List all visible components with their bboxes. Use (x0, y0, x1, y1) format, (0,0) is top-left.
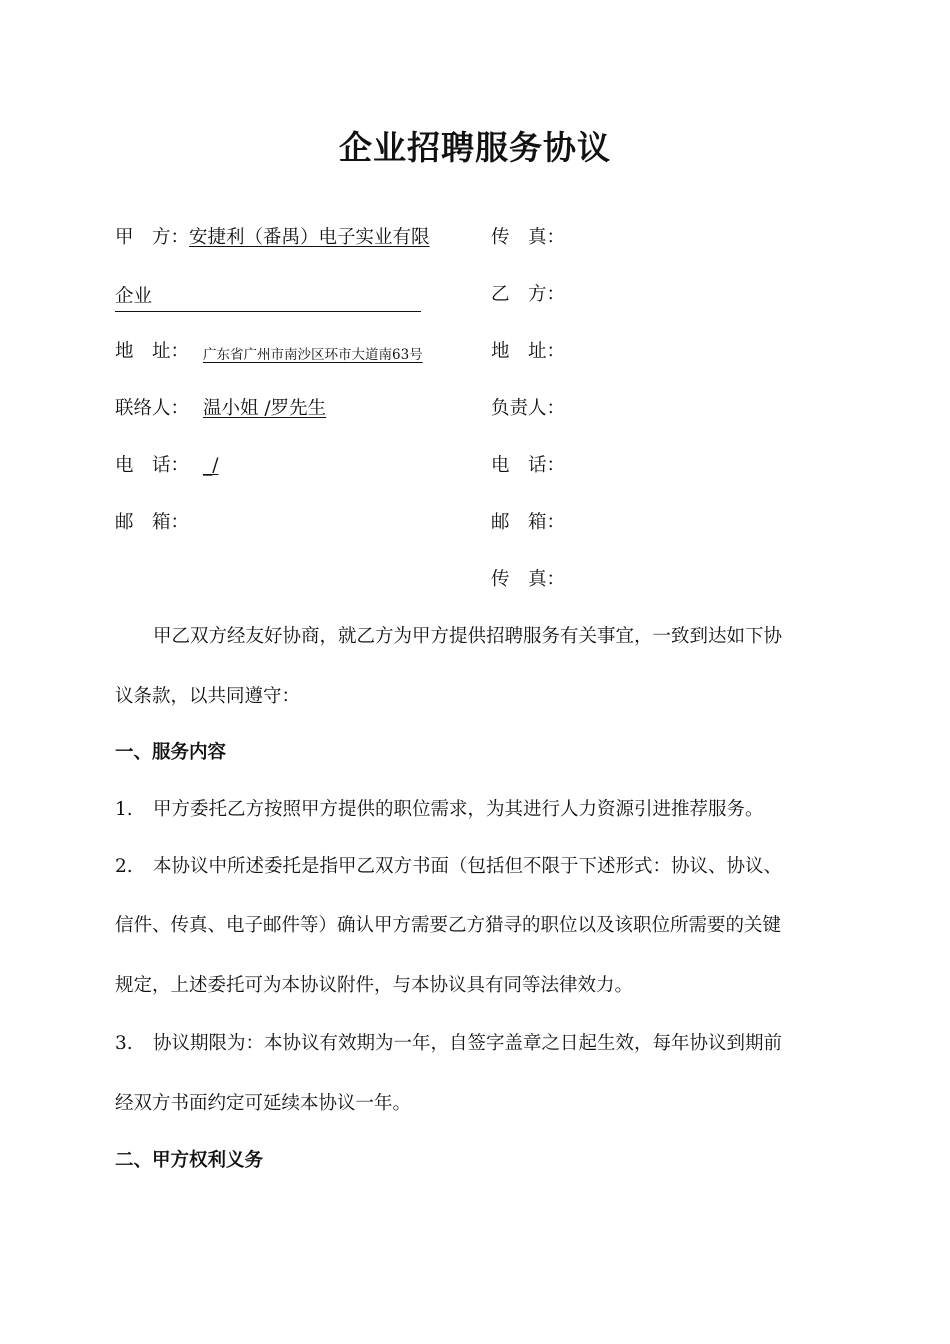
party-a-phone-label: 电 话： (115, 455, 190, 476)
party-b-email-label: 邮 箱： (491, 512, 566, 533)
party-a-contact-label: 联络人： (115, 398, 190, 419)
party-b-person-label: 负责人： (491, 398, 566, 419)
party-a-address (203, 342, 423, 367)
party-b-fax-label: 传 真： (491, 569, 566, 590)
party-a-contact (203, 397, 326, 421)
party-a-name-line1: 安捷利（番禺）电子实业有限 (189, 227, 430, 248)
item-2-text-line1: 本协议中所述委托是指甲乙双方书面（包括但不限于下述形式：协议、协议、 (153, 856, 783, 877)
item-3-text-line1: 协议期限为：本协议有效期为一年，自签字盖章之日起生效，每年协议到期前 (153, 1033, 783, 1054)
party-a-fax-label: 传 真： (491, 227, 566, 248)
party-a-name-row (115, 226, 430, 250)
item-3-number: 3. (115, 1033, 133, 1054)
section-2-heading: 二、甲方权利义务 (115, 1150, 264, 1171)
party-a-phone (203, 454, 218, 478)
intro-line-1: 甲乙双方经友好协商，就乙方为甲方提供招聘服务有关事宜，一致到达如下协 (153, 626, 783, 647)
party-b-label: 乙 方： (491, 284, 566, 305)
item-2-text-line2: 信件、传真、电子邮件等）确认甲方需要乙方猎寻的职位以及该职位所需要的关键 (115, 915, 782, 936)
party-a-label: 甲 方： (115, 227, 190, 248)
item-1-number: 1. (115, 799, 133, 820)
party-b-address-label: 地 址： (491, 341, 566, 362)
intro-line-2: 议条款，以共同遵守： (115, 686, 301, 707)
item-3-text-line2: 经双方书面约定可延续本协议一年。 (115, 1093, 412, 1114)
party-b-phone-label: 电 话： (491, 455, 566, 476)
section-1-item-3 (115, 1032, 835, 1056)
party-a-phone-value: _/ (203, 455, 219, 476)
section-1-item-1 (115, 798, 835, 822)
item-2-text-line3: 规定，上述委托可为本协议附件，与本协议具有同等法律效力。 (115, 975, 634, 996)
section-1-heading: 一、服务内容 (115, 742, 227, 763)
item-1-text: 甲方委托乙方按照甲方提供的职位需求，为其进行人力资源引进推荐服务。 (153, 799, 764, 820)
item-2-number: 2. (115, 856, 133, 877)
party-a-address-value: 广东省广州市南沙区环市大道南63号 (203, 347, 423, 363)
party-a-address-row (115, 340, 189, 364)
section-1-item-2 (115, 855, 835, 879)
party-a-contact-value: 温小姐 /罗先生 (203, 398, 327, 419)
party-a-address-label: 地 址： (115, 341, 190, 362)
party-a-name-line2: 企业 (115, 286, 153, 307)
party-a-email-label: 邮 箱： (115, 512, 190, 533)
party-a-name-row2 (115, 285, 421, 312)
document-title: 企业招聘服务协议 (339, 128, 611, 167)
